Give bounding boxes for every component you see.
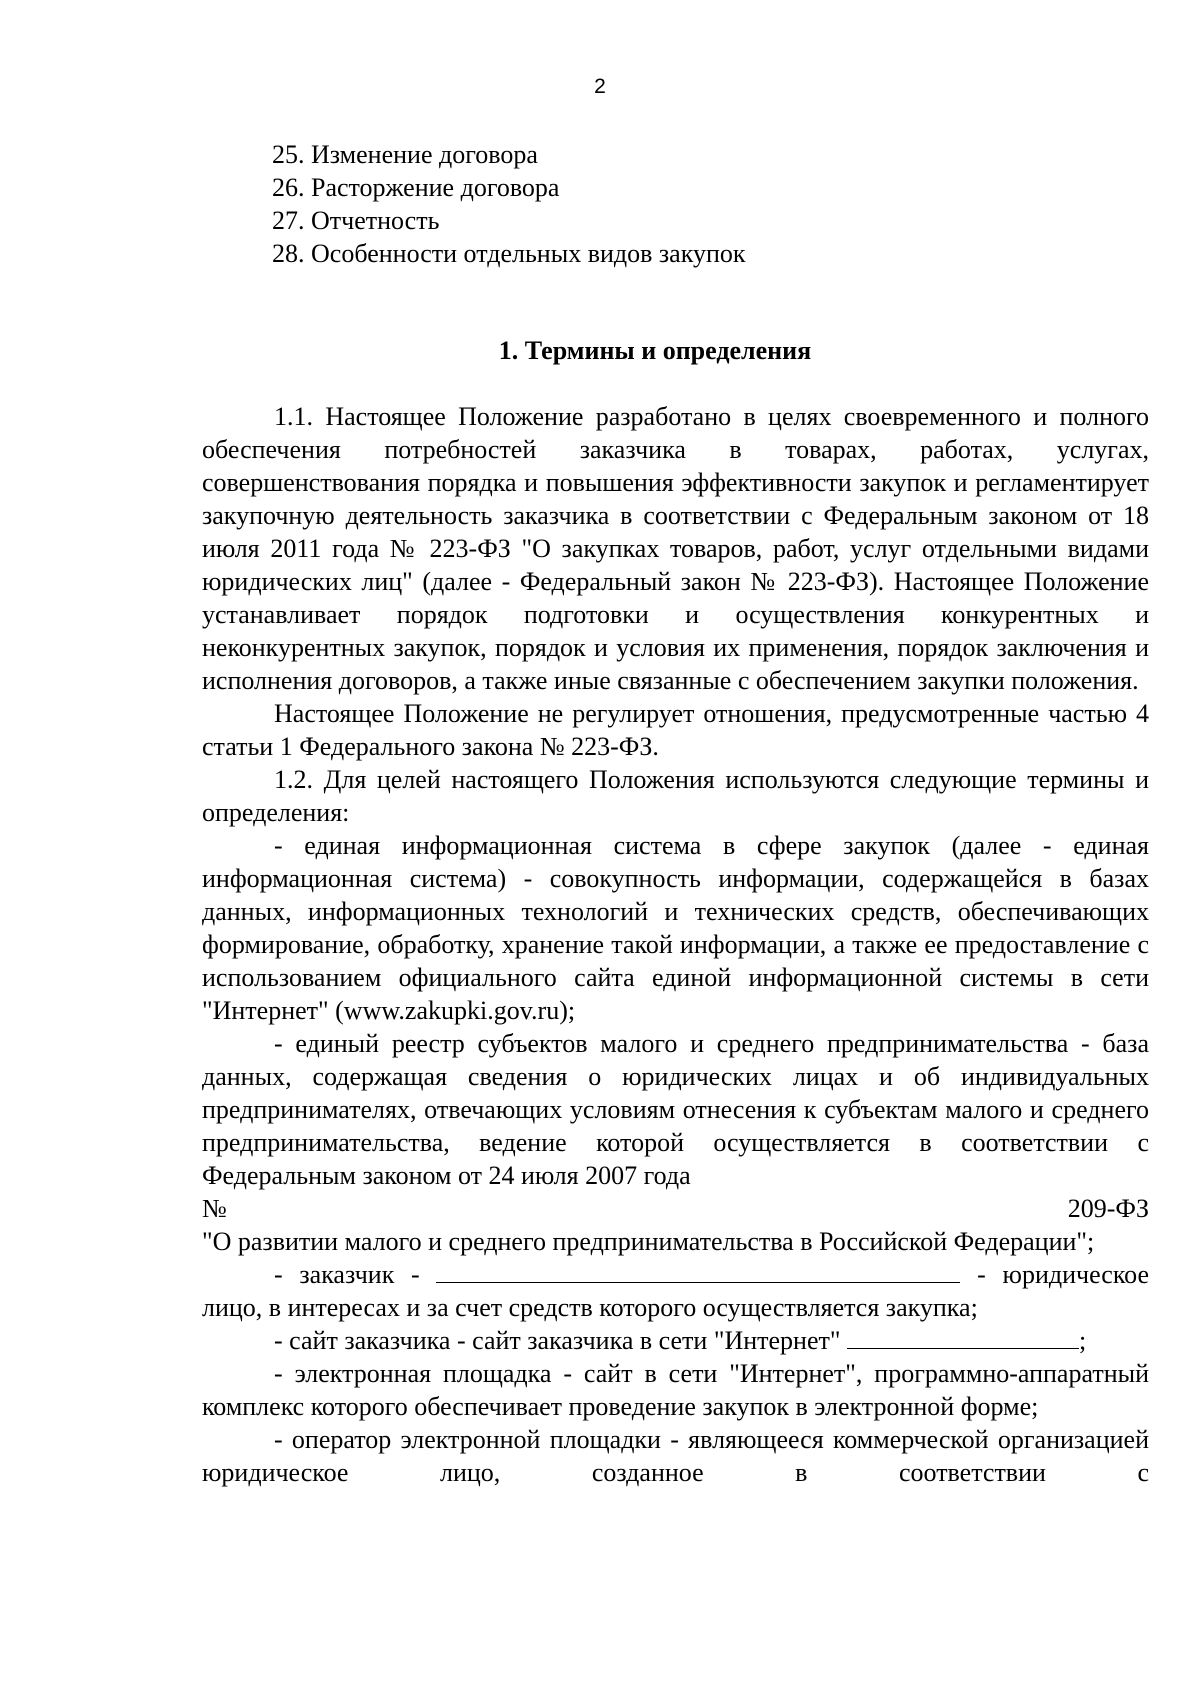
paragraph-1-2: 1.2. Для целей настоящего Положения используются следующие термины и определения: <box>202 765 1149 827</box>
toc-item-28: 28. Особенности отдельных видов закупок <box>272 239 746 268</box>
table-of-contents <box>272 138 746 270</box>
customer-site-end: ; <box>1078 1326 1087 1355</box>
definition-sme-registry-law-title: "О развитии малого и среднего предпринимательства в Российской Федерации"; <box>202 1227 1095 1256</box>
law-number: 209-ФЗ <box>1067 1194 1149 1223</box>
customer-name-blank <box>436 1258 960 1283</box>
customer-site-blank <box>847 1324 1079 1349</box>
toc-item-25: 25. Изменение договора <box>272 140 538 169</box>
definition-customer-site <box>202 1324 1149 1357</box>
definition-customer <box>202 1258 1149 1324</box>
number-sign: № <box>202 1194 227 1223</box>
paragraph-not-regulated: Настоящее Положение не регулирует отношения, предусмотренные частью 4 статьи 1 Федерального закона № 223-ФЗ. <box>202 699 1149 761</box>
toc-item-27: 27. Отчетность <box>272 206 440 235</box>
definition-eis: - единая информационная система в сфере закупок (далее - единая информационная система) - совокупность информации, содержащейся в базах данных, информационных технологий и технических средств, обеспечивающих формирование, обработку, хранение такой информации, а также ее предоставление с использованием официального сайта единой информационной системы в сети "Интернет" (www.zakupki.gov.ru); <box>202 831 1149 1025</box>
customer-site-term: - сайт заказчика - сайт заказчика в сети "Интернет" <box>274 1326 841 1355</box>
definition-platform-operator: - оператор электронной площадки - являющееся коммерческой организацией юридическое лицо, созданное в соответствии с <box>202 1425 1149 1487</box>
customer-definition: - юридическое лицо, в интересах и за счет средств которого осуществляется закупка; <box>202 1260 1149 1322</box>
toc-item-26: 26. Расторжение договора <box>272 173 560 202</box>
page-number: 2 <box>594 75 606 98</box>
document-body <box>202 400 1149 1489</box>
definition-sme-registry: - единый реестр субъектов малого и среднего предпринимательства - база данных, содержащая сведения о юридических лицах и об индивидуальных предпринимателях, отвечающих условиям отнесения к субъектам малого и среднего предпринимательства, ведение которой осуществляется в соответствии с Федеральным законом от 24 июля 2007 года <box>202 1029 1149 1190</box>
section-title: 1. Термины и определения <box>498 336 812 365</box>
customer-term: - заказчик - <box>274 1260 420 1289</box>
paragraph-1-1: 1.1. Настоящее Положение разработано в целях своевременного и полного обеспечения потребностей заказчика в товарах, работах, услугах, совершенствования порядка и повышения эффективности закупок и регламентирует закупочную деятельность заказчика в соответствии с Федеральным законом от 18 июля 2011 года № 223-ФЗ "О закупках товаров, работ, услуг отдельными видами юридических лиц" (далее - Федеральный закон № 223-ФЗ). Настоящее Положение устанавливает порядок подготовки и осуществления конкурентных и неконкурентных закупок, порядок и условия их применения, порядок заключения и исполнения договоров, а также иные связанные с обеспечением закупки положения. <box>202 402 1149 695</box>
definition-electronic-platform: - электронная площадка - сайт в сети "Интернет", программно-аппаратный комплекс которого обеспечивает проведение закупок в электронной форме; <box>202 1359 1149 1421</box>
definition-sme-registry-law-number <box>202 1192 1149 1225</box>
